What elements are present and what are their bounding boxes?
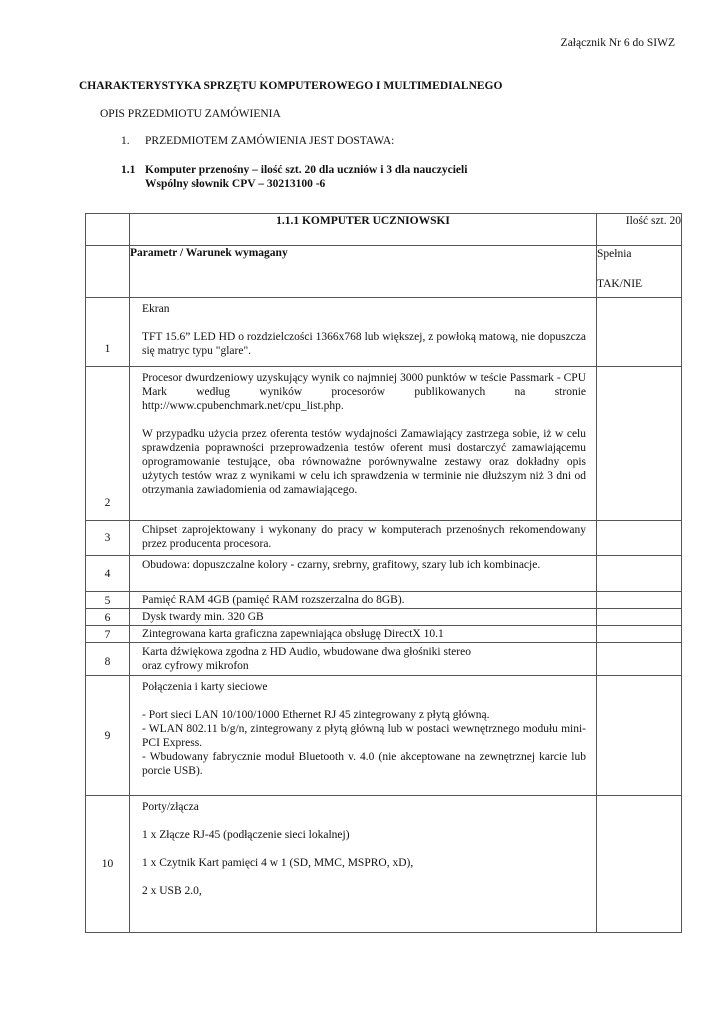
- table-row: [86, 556, 682, 592]
- row-item: 2 x USB 2.0,: [142, 885, 202, 897]
- row-label: Porty/złącza: [142, 801, 199, 813]
- row-description: Pamięć RAM 4GB (pamięć RAM rozszerzalna do 8GB).: [130, 592, 597, 609]
- document-subtitle: OPIS PRZEDMIOTU ZAMÓWIENIA: [100, 108, 281, 120]
- item-heading: [121, 163, 467, 191]
- row-text: W przypadku użycia przez oferenta testów wydajności Zamawiający zastrzega sobie, iż w celu sprawdzenia poprawności przeprowadzenia testów oferent musi dostarczyć zamawiającemu oprogramowanie testujące, oba równoważne porównywalne zestawy oraz dokładny opis użytych testów wraz z wynikami w celu ich sprawdzenia w terminie nie dłuższym niż 3 dni od otrzymania zawiadomienia od zamawiającego.: [142, 428, 586, 496]
- row-fulfil-cell: [597, 521, 682, 556]
- row-item: - Port sieci LAN 10/100/1000 Ethernet RJ 45 zintegrowany z płytą główną.: [142, 709, 490, 721]
- row-number: 1: [86, 298, 130, 367]
- row-fulfil-cell: [597, 676, 682, 796]
- row-label: Połączenia i karty sieciowe: [142, 681, 268, 693]
- item-line-1: Komputer przenośny – ilość szt. 20 dla uczniów i 3 dla nauczycieli: [145, 164, 468, 176]
- table-title-row: [86, 214, 682, 246]
- section-heading: [121, 135, 394, 147]
- row-number: 4: [86, 556, 130, 592]
- row-text: oraz cyfrowy mikrofon: [142, 660, 249, 672]
- row-number: 8: [86, 643, 130, 676]
- row-item: - WLAN 802.11 b/g/n, zintegrowany z płytą główną lub w postaci wewnętrznego modułu mini-PCI Express.: [142, 723, 586, 749]
- fulfil-header-1: Spełnia: [597, 248, 632, 260]
- quantity-label: Ilość szt. 20: [597, 214, 682, 246]
- section-number: 1.: [121, 135, 130, 147]
- row-fulfil-cell: [597, 592, 682, 609]
- table-row: [86, 643, 682, 676]
- row-text: Procesor dwurdzeniowy uzyskujący wynik co najmniej 3000 punktów w teście Passmark - CPU Mark według wyników procesorów publikowanych na stronie http://www.cpubenchmark.net/cpu_list.php.: [142, 372, 586, 412]
- table-row: [86, 609, 682, 626]
- row-item: 1 x Czytnik Kart pamięci 4 w 1 (SD, MMC, MSPRO, xD),: [142, 857, 414, 869]
- row-number: 7: [86, 626, 130, 643]
- row-number: 10: [86, 796, 130, 933]
- row-text: TFT 15.6” LED HD o rozdzielczości 1366x768 lub większej, z powłoką matową, nie dopuszcza się matryc typu "glare".: [142, 331, 586, 357]
- row-number: 6: [86, 609, 130, 626]
- table-row: [86, 298, 682, 367]
- row-fulfil-cell: [597, 367, 682, 521]
- row-fulfil-cell: [597, 609, 682, 626]
- table-header-row: [86, 246, 682, 298]
- section-text: PRZEDMIOTEM ZAMÓWIENIA JEST DOSTAWA:: [145, 135, 395, 147]
- param-header: Parametr / Warunek wymagany: [130, 246, 597, 298]
- table-row: [86, 676, 682, 796]
- fulfil-header-2: TAK/NIE: [597, 278, 643, 290]
- row-description: [130, 367, 597, 521]
- row-description: [130, 298, 597, 367]
- table-row: [86, 592, 682, 609]
- row-description: [130, 676, 597, 796]
- table-row: [86, 626, 682, 643]
- fulfil-header: [597, 246, 682, 298]
- row-number: 3: [86, 521, 130, 556]
- document-title: CHARAKTERYSTYKA SPRZĘTU KOMPUTEROWEGO I MULTIMEDIALNEGO: [79, 80, 503, 92]
- row-description: Chipset zaprojektowany i wykonany do pracy w komputerach przenośnych rekomendowany przez producenta procesora.: [130, 521, 597, 556]
- empty-cell: [86, 246, 130, 298]
- row-fulfil-cell: [597, 556, 682, 592]
- row-description: Dysk twardy min. 320 GB: [130, 609, 597, 626]
- row-fulfil-cell: [597, 796, 682, 933]
- row-item: 1 x Złącze RJ-45 (podłączenie sieci lokalnej): [142, 829, 350, 841]
- attachment-label: Załącznik Nr 6 do SIWZ: [560, 37, 675, 49]
- item-line-2: Wspólny słownik CPV – 30213100 -6: [145, 178, 326, 190]
- row-description: [130, 796, 597, 933]
- row-fulfil-cell: [597, 298, 682, 367]
- row-number: 9: [86, 676, 130, 796]
- row-fulfil-cell: [597, 626, 682, 643]
- table-title: 1.1.1 KOMPUTER UCZNIOWSKI: [130, 214, 597, 246]
- spec-table: [85, 213, 682, 933]
- row-number: 5: [86, 592, 130, 609]
- row-description: [130, 643, 597, 676]
- table-row: [86, 796, 682, 933]
- item-number: 1.1: [121, 164, 136, 176]
- row-text: Karta dźwiękowa zgodna z HD Audio, wbudowane dwa głośniki stereo: [142, 646, 471, 658]
- row-description: Zintegrowana karta graficzna zapewniająca obsługę DirectX 10.1: [130, 626, 597, 643]
- row-item: - Wbudowany fabrycznie moduł Bluetooth v. 4.0 (nie akceptowane na zewnętrznej karcie lub porcie USB).: [142, 751, 586, 777]
- row-label: Ekran: [142, 303, 170, 315]
- row-number: 2: [86, 367, 130, 521]
- table-row: [86, 367, 682, 521]
- table-row: [86, 521, 682, 556]
- row-fulfil-cell: [597, 643, 682, 676]
- row-description: Obudowa: dopuszczalne kolory - czarny, srebrny, grafitowy, szary lub ich kombinacje.: [130, 556, 597, 592]
- empty-cell: [86, 214, 130, 246]
